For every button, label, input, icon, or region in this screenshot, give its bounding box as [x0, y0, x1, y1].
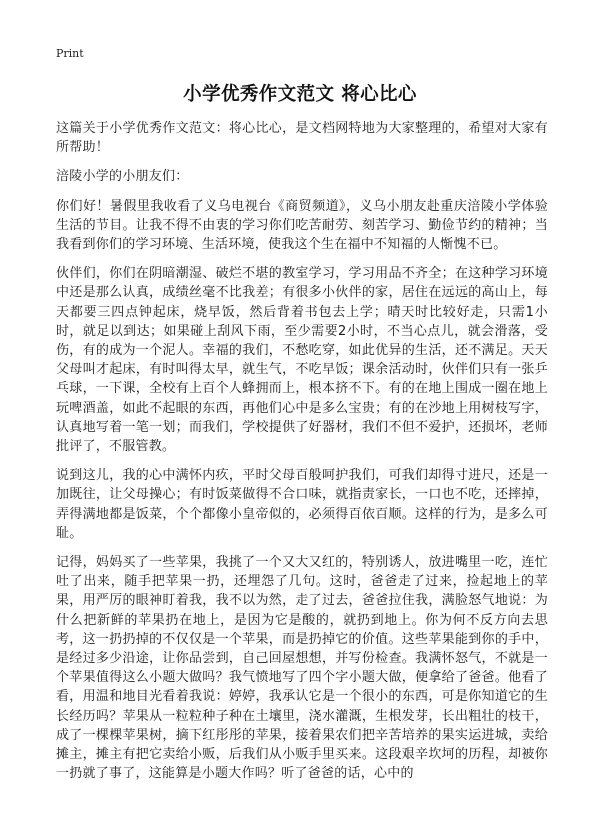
body-paragraph: 记得，妈妈买了一些苹果，我挑了一个又大又红的，特别诱人，放进嘴里一吃，连忙吐了出来，随手把苹果一扔，还埋怨了几句。这时，爸爸走了过来，捡起地上的苹果，用严厉的眼神盯着我，我不以为然，走了过去，爸爸拉住我，满脸怒气地说：为什么把新鲜的苹果扔在地上，是因为它是酸的，就扔到地上。你为何不反方向去思考，这一扔扔掉的不仅仅是一个苹果，而是扔掉它的价值。这些苹果能到你的手中，是经过多少沿途，让你品尝到，自己回屋想想，并写份检查。我满怀怒气，不就是一个苹果值得这么小题大做吗？我气愤地写了四个字小题大做，便拿给了爸爸。他看了看，用温和地目光看着我说：婷婷，我承认它是一个很小的东西，可是你知道它的生长经历吗？苹果从一粒粒种子种在土壤里，浇水灌溉，生根发芽，长出粗壮的枝干，成了一棵棵苹果树，摘下红彤彤的苹果，接着果农们把辛苦培养的果实运进城，卖给摊主，摊主有把它卖给小贩，后我们从小贩手里买来。这段艰辛坎坷的历程，却被你一扔就了事了，这能算是小题大作吗？听了爸爸的话，心中的: [56, 555, 548, 782]
article-body: [56, 119, 548, 794]
body-paragraph: 说到这儿，我的心中满怀内疚，平时父母百般呵护我们，可我们却得寸进尺，还是一加既往，让父母操心；有时饭菜做得不合口味，就指责家长，一口也不吃，还摔掉，弄得满地都是饭菜，个个都像小皇帝似的，必须得百依百顺。这样的行为，是多么可耻。: [56, 468, 548, 541]
intro-paragraph: 这篇关于小学优秀作文范文：将心比心，是文档网特地为大家整理的，希望对大家有所帮助！: [56, 121, 548, 156]
salutation: 涪陵小学的小朋友们：: [56, 169, 189, 185]
body-paragraph: 伙伴们，你们在阴暗潮湿、破烂不堪的教室学习，学习用品不齐全；在这种学习环境中还是那么认真，成绩丝毫不比我差；有很多小伙伴的家，居住在远远的高山上，每天都要三四点钟起床，烧早饭，然后背着书包去上学；晴天时比较好走，只需1小时，就足以到达；如果碰上刮风下雨，至少需要2小时，不当心点儿，就会滑落，受伤，有的成为一个泥人。幸福的我们，不愁吃穿，如此优异的生活，还不满足。天天父母叫才起床，有时叫得太早，就生气，不吃早饭；课余活动时，伙伴们只有一张乒乓球，一下课，全校有上百个人蜂拥而上，根本挤不下。有的在地上围成一圈在地上玩啤酒盖，如此不起眼的东西，再他们心中是多么宝贵；有的在沙地上用树枝写字，认真地写着一笔一划；而我们，学校提供了好器材，我们不但不爱护，还损坏，老师批评了，不服管教。: [56, 266, 548, 455]
body-paragraph: 你们好！暑假里我收看了义乌电视台《商贸频道》，义乌小朋友赴重庆涪陵小学体验生活的节目。让我不得不由衷的学习你们吃苦耐劳、刻苦学习、勤俭节约的精神；当我看到你们的学习环境、生活环境，使我这个生在福中不知福的人惭愧不已。: [56, 198, 548, 253]
page-title: 小学优秀作文范文 将心比心: [183, 84, 417, 105]
print-link[interactable]: Print: [56, 47, 84, 60]
